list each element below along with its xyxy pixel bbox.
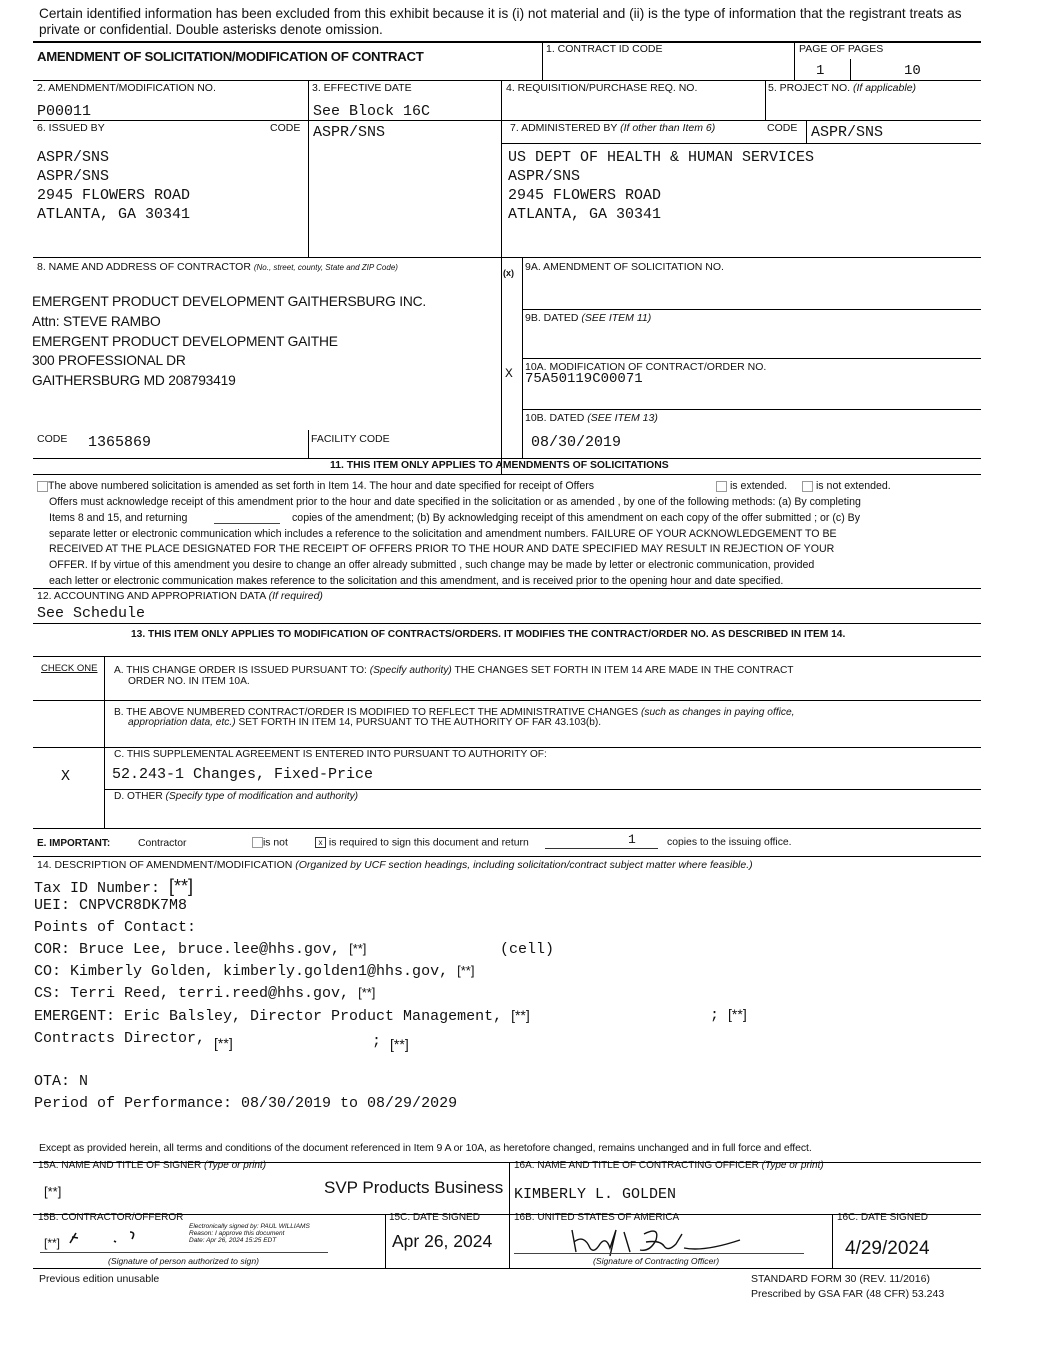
block16b-label: 16B. UNITED STATES OF AMERICA [514, 1212, 680, 1223]
signature-caption: (Signature of person authorized to sign) [108, 1256, 259, 1266]
footer-form-number: STANDARD FORM 30 (REV. 11/2016) [751, 1273, 930, 1285]
administered-by-code: ASPR/SNS [811, 124, 884, 141]
copies-blank [214, 523, 280, 524]
co-signature-line [514, 1253, 804, 1254]
issued-by-address: ASPR/SNS ASPR/SNS 2945 FLOWERS ROAD ATLANTA, GA 30341 [37, 149, 191, 223]
footer-left: Previous edition unusable [39, 1273, 160, 1285]
block15b-label: 15B. CONTRACTOR/OFFEROR [38, 1212, 184, 1223]
is-not-checkbox [252, 837, 263, 848]
electronic-signature-stamp: Electronically signed by: PAUL WILLIAMS Reason: I approve this document Date: Apr 26, 2024 15:25 EDT [189, 1223, 310, 1244]
not-extended-checkbox [802, 481, 813, 492]
option-a-line-1: A. THIS CHANGE ORDER IS ISSUED PURSUANT TO: (Specify authority) THE CHANGES SET FORTH IN ITEM 14 ARE MADE IN THE CONTRACT [114, 665, 794, 676]
block10a-mark: X [505, 366, 513, 381]
signer-name: [**] [44, 1184, 62, 1199]
period-of-performance: Period of Performance: 08/30/2019 to 08/29/2029 [34, 1095, 458, 1112]
page-number: 1 [816, 63, 825, 79]
contracts-director-redacted-2: ; [**] [372, 1033, 409, 1052]
block6-label: 6. ISSUED BY [37, 122, 105, 134]
item11-line-2: Offers must acknowledge receipt of this amendment prior to the hour and date specified in the solicitation or as amended , by one of the following methods: (a) By completing [49, 496, 861, 508]
ota-line: OTA: N [34, 1073, 89, 1090]
issued-by-code: ASPR/SNS [313, 124, 386, 141]
rule [501, 80, 502, 474]
rule [33, 257, 981, 258]
block7-label: 7. ADMINISTERED BY (If other than Item 6) [510, 122, 716, 134]
rule [501, 120, 981, 121]
rule [33, 588, 981, 589]
block16c-label: 16C. DATE SIGNED [837, 1212, 928, 1223]
rule [33, 474, 981, 475]
option-c-mark: X [61, 768, 71, 785]
rule [33, 700, 981, 701]
rule [832, 1214, 833, 1268]
emergent-line: EMERGENT: Eric Balsley, Director Product Management, [**] [34, 1007, 530, 1025]
rule [509, 1162, 510, 1268]
contracts-director-line: Contracts Director, [**] [34, 1030, 233, 1051]
block10a-label: 10A. MODIFICATION OF CONTRACT/ORDER NO. [525, 361, 767, 373]
option-b-line-2: appropriation data, etc.) SET FORTH IN ITEM 14, PURSUANT TO THE AUTHORITY OF FAR 43.103(b). [128, 717, 602, 728]
contractor-word: Contractor [138, 838, 187, 849]
cor-line: COR: Bruce Lee, bruce.lee@hhs.gov, [**] [34, 941, 367, 958]
co-date-signed: 4/29/2024 [845, 1238, 930, 1259]
option-d-label: D. OTHER (Specify type of modification and authority) [114, 791, 359, 802]
rule [308, 430, 309, 458]
signer-title: SVP Products Business [324, 1178, 504, 1197]
block4-label: 4. REQUISITION/PURCHASE REQ. NO. [506, 82, 698, 94]
block7-code-label: CODE [767, 122, 798, 134]
option-b-line-1: B. THE ABOVE NUMBERED CONTRACT/ORDER IS MODIFIED TO REFLECT THE ADMINISTRATIVE CHANGES (such as changes in paying office, [114, 707, 795, 718]
amend-checkbox [37, 481, 48, 492]
contract-dated: 08/30/2019 [531, 434, 622, 451]
modification-number: P00011 [37, 103, 92, 120]
copies-line [545, 848, 658, 849]
item11-line-7: each letter or electronic communication makes reference to the solicitation and this amendment, and is received prior to the opening hour and date specified. [49, 575, 784, 587]
rule [522, 358, 981, 359]
co-signature-caption: (Signature of Contracting Officer) [593, 1256, 720, 1266]
contractor-signature-mark [66, 1229, 156, 1251]
item11-line-4: separate letter or electronic communication which includes a reference to the solicitation and amendment numbers. FAILURE OF YOUR ACKNOWLEDGEMENT TO BE [49, 528, 837, 540]
item11-line-3b: copies of the amendment; (b) By acknowledging receipt of this amendment on each copy of the offer submitted ; or (c) By [292, 512, 861, 524]
signature-line [40, 1252, 328, 1253]
item11-header: 11. THIS ITEM ONLY APPLIES TO AMENDMENTS OF SOLICITATIONS [330, 460, 669, 471]
important-label: E. IMPORTANT: [37, 838, 111, 849]
contracting-officer-name: KIMBERLY L. GOLDEN [514, 1186, 677, 1203]
rule [33, 80, 981, 81]
x-column-label: (x) [503, 268, 514, 278]
rule [385, 1214, 386, 1268]
option-c-label: C. THIS SUPPLEMENTAL AGREEMENT IS ENTERED INTO PURSUANT TO AUTHORITY OF: [114, 749, 547, 760]
block5-label: 5. PROJECT NO. (If applicable) [768, 82, 917, 94]
copies-count: 1 [628, 832, 636, 847]
rule [33, 1268, 981, 1269]
total-pages: 10 [904, 63, 921, 79]
block2-label: 2. AMENDMENT/MODIFICATION NO. [37, 82, 216, 94]
contractor-date-signed: Apr 26, 2024 [392, 1231, 493, 1251]
contractor-code: 1365869 [88, 434, 152, 451]
rule [33, 828, 981, 829]
page-of-pages-label: PAGE OF PAGES [799, 43, 884, 55]
facility-code-label: FACILITY CODE [311, 433, 390, 445]
is-required-checkbox: x [315, 837, 326, 848]
rule [308, 80, 309, 258]
contract-id-label: 1. CONTRACT ID CODE [546, 43, 663, 55]
copies-text: copies to the issuing office. [667, 837, 792, 848]
rule [33, 120, 501, 121]
block9a-label: 9A. AMENDMENT OF SOLICITATION NO. [525, 261, 724, 273]
cs-line: CS: Terri Reed, terri.reed@hhs.gov, [**] [34, 985, 376, 1002]
emergent-redacted-2: ; [**] [710, 1006, 747, 1024]
option-a-line-2: ORDER NO. IN ITEM 10A. [128, 676, 250, 687]
contract-number: 75A50119C00071 [525, 371, 643, 387]
form-title: AMENDMENT OF SOLICITATION/MODIFICATION OF CONTRACT [37, 49, 424, 64]
block9b-label: 9B. DATED (SEE ITEM 11) [525, 312, 652, 324]
check-one-label: CHECK ONE [41, 663, 98, 674]
uei-line: UEI: CNPVCR8DK7M8 [34, 897, 188, 914]
is-not-extended: is not extended. [802, 479, 891, 495]
block15c-label: 15C. DATE SIGNED [389, 1212, 480, 1223]
rule [794, 41, 795, 80]
block6-code-label: CODE [270, 122, 301, 134]
rule [104, 789, 981, 790]
block16a-label: 16A. NAME AND TITLE OF CONTRACTING OFFICER (Type or print) [514, 1160, 824, 1171]
rule [806, 120, 807, 143]
option-c-authority: 52.243-1 Changes, Fixed-Price [112, 766, 374, 783]
rule [104, 656, 105, 828]
rule [33, 623, 981, 624]
contractor-code-label: CODE [37, 433, 68, 445]
item11-line-3a: Items 8 and 15, and returning [49, 512, 188, 524]
effective-date: See Block 16C [313, 103, 431, 120]
is-required-option: x is required to sign this document and return [315, 837, 529, 848]
item11-line-6: OFFER. If by virtue of this amendment you desire to change an offer already submitted , such change may be made by letter or electronic communication, provided [49, 559, 815, 571]
disclaimer-line-1: Certain identified information has been excluded from this exhibit because it is (i) not material and (ii) is the type of information that the registrant treats as [39, 6, 962, 21]
contractor-signature-redacted: [**] [44, 1236, 61, 1250]
rule [522, 409, 981, 410]
rule [33, 458, 981, 459]
block15a-label: 15A. NAME AND TITLE OF SIGNER (Type or print) [38, 1160, 267, 1171]
block8-label: 8. NAME AND ADDRESS OF CONTRACTOR (No., street, county, State and ZIP Code) [37, 261, 398, 273]
accounting-data: See Schedule [37, 605, 146, 622]
rule [542, 41, 543, 80]
is-not-option: is not [252, 837, 288, 848]
administered-by-address: US DEPT OF HEALTH & HUMAN SERVICES ASPR/SNS 2945 FLOWERS ROAD ATLANTA, GA 30341 [508, 149, 815, 223]
rule [522, 257, 523, 458]
item12-label: 12. ACCOUNTING AND APPROPRIATION DATA (If required) [37, 590, 323, 602]
is-extended: is extended. [716, 479, 787, 495]
cor-cell: (cell) [500, 941, 555, 958]
co-line: CO: Kimberly Golden, kimberly.golden1@hhs.gov, [**] [34, 963, 475, 980]
block3-label: 3. EFFECTIVE DATE [312, 82, 412, 94]
item14-label: 14. DESCRIPTION OF AMENDMENT/MODIFICATION (Organized by UCF section headings, including solicitation/contract subject matter where feasible.) [37, 859, 753, 871]
rule [501, 143, 981, 144]
rule [522, 309, 981, 310]
rule [33, 856, 981, 857]
item11-line-1: The above numbered solicitation is amended as set forth in Item 14. The hour and date specified for receipt of Offers [37, 479, 594, 495]
block10b-label: 10B. DATED (SEE ITEM 13) [525, 412, 658, 424]
rule [33, 656, 981, 657]
rule [850, 59, 851, 80]
rule [33, 747, 981, 748]
contractor-address: EMERGENT PRODUCT DEVELOPMENT GAITHERSBURG INC. Attn: STEVE RAMBO EMERGENT PRODUCT DEVELOPMENT GAITHE 300 PROFESSIONAL DR GAITHERSBURG MD 208793419 [32, 294, 427, 389]
disclaimer-line-2: private or confidential. Double asterisks denote omission. [39, 22, 383, 37]
tax-id-line: Tax ID Number: [**] [34, 876, 194, 897]
poc-line: Points of Contact: [34, 919, 197, 936]
rule [765, 80, 766, 120]
item11-line-5: RECEIVED AT THE PLACE DESIGNATED FOR THE RECEIPT OF OFFERS PRIOR TO THE HOUR AND DATE SPECIFIED MAY RESULT IN REJECTION OF YOUR [49, 543, 835, 555]
item13-header: 13. THIS ITEM ONLY APPLIES TO MODIFICATION OF CONTRACTS/ORDERS. IT MODIFIES THE CONTRACT/ORDER NO. AS DESCRIBED IN ITEM 14. [131, 629, 846, 640]
footer-prescribed: Prescribed by GSA FAR (48 CFR) 53.243 [751, 1288, 945, 1300]
extended-checkbox [716, 481, 727, 492]
except-text: Except as provided herein, all terms and conditions of the document referenced in Item 9 A or 10A, as heretofore changed, remains unchanged and in full force and effect. [39, 1142, 812, 1154]
